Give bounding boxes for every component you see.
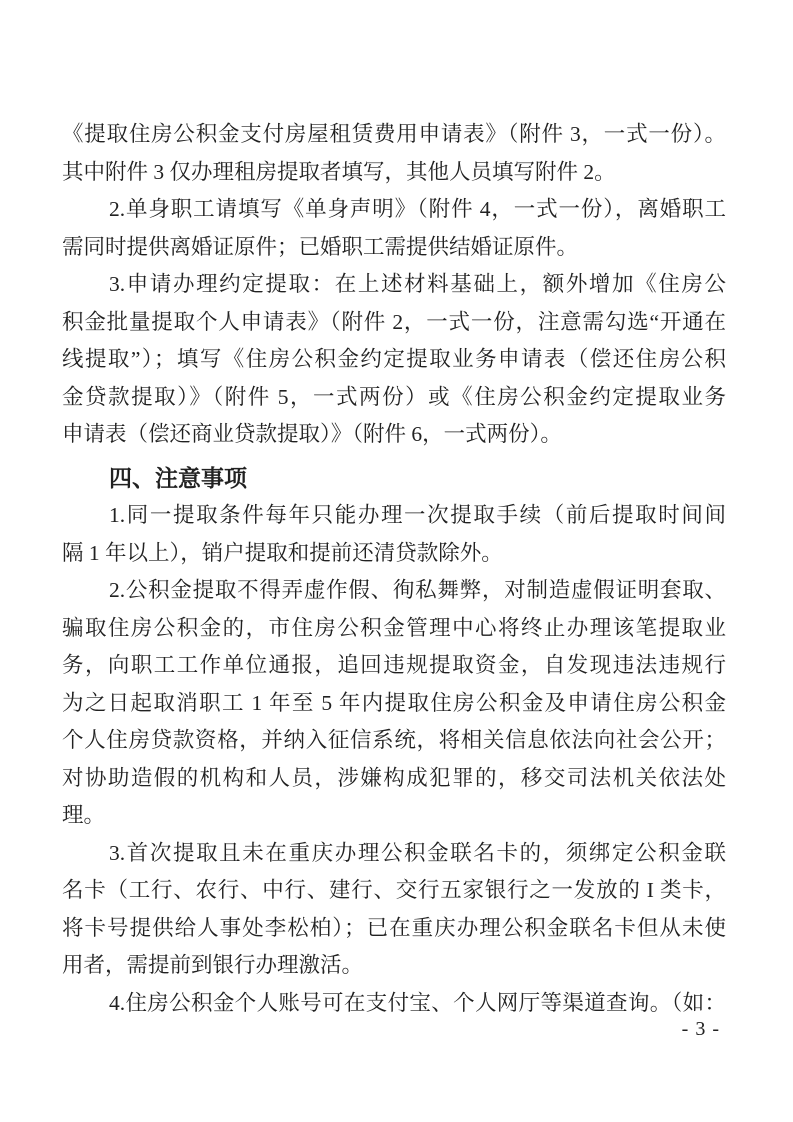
text-line: 积金批量提取个人申请表》（附件 2，一式一份，注意需勾选“开通在: [62, 309, 726, 334]
text-line: 3.申请办理约定提取：在上述材料基础上，额外增加《住房公: [109, 272, 726, 296]
text-line: 申请表（偿还商业贷款提取）》（附件 6，一式两份）。: [62, 422, 562, 446]
text-line: 名卡（工行、农行、中行、建行、交行五家银行之一发放的 I 类卡，: [62, 878, 726, 902]
section-heading: 四、注意事项: [109, 464, 247, 491]
page-footer: [62, 1018, 726, 1041]
text-line: 对协助造假的机构和人员，涉嫌构成犯罪的，移交司法机关依法处: [62, 765, 726, 790]
text-line: 为之日起取消职工 1 年至 5 年内提取住房公积金及申请住房公积金: [62, 690, 726, 715]
text-line: 其中附件 3 仅办理租房提取者填写，其他人员填写附件 2。: [62, 159, 616, 184]
text-line: 《提取住房公积金支付房屋租赁费用申请表》（附件 3，一式一份）。: [62, 122, 726, 146]
text-line: 线提取”）；填写《住房公积金约定提取业务申请表（偿还住房公积: [62, 347, 726, 371]
text-line: 需同时提供离婚证原件；已婚职工需提供结婚证原件。: [62, 234, 579, 259]
text-line: 将卡号提供给人事处李松柏）；已在重庆办理公积金联名卡但从未使: [62, 915, 726, 940]
page-number: - 3 -: [681, 1018, 720, 1040]
document-body: [62, 116, 726, 1022]
text-line: 用者，需提前到银行办理激活。: [62, 953, 364, 977]
text-line: 4.住房公积金个人账号可在支付宝、个人网厅等渠道查询。（如：: [109, 990, 726, 1015]
text-line: 理。: [62, 803, 106, 827]
text-line: 2.公积金提取不得弄虚作假、徇私舞弊，对制造虚假证明套取、: [109, 578, 726, 602]
text-line: 金贷款提取）》（附件 5，一式两份）或《住房公积金约定提取业务: [62, 384, 726, 409]
text-line: 个人住房贷款资格，并纳入征信系统，将相关信息依法向社会公开；: [62, 728, 726, 752]
text-line: 骗取住房公积金的，市住房公积金管理中心将终止办理该笔提取业: [62, 615, 726, 640]
text-line: 3.首次提取且未在重庆办理公积金联名卡的，须绑定公积金联: [109, 840, 726, 865]
text-line: 2.单身职工请填写《单身声明》（附件 4，一式一份），离婚职工: [109, 197, 726, 221]
text-line: 务，向职工工作单位通报，追回违规提取资金，自发现违法违规行: [62, 653, 726, 677]
text-line: 1.同一提取条件每年只能办理一次提取手续（前后提取时间间: [109, 503, 726, 527]
text-line: 隔 1 年以上），销户提取和提前还清贷款除外。: [62, 540, 503, 565]
